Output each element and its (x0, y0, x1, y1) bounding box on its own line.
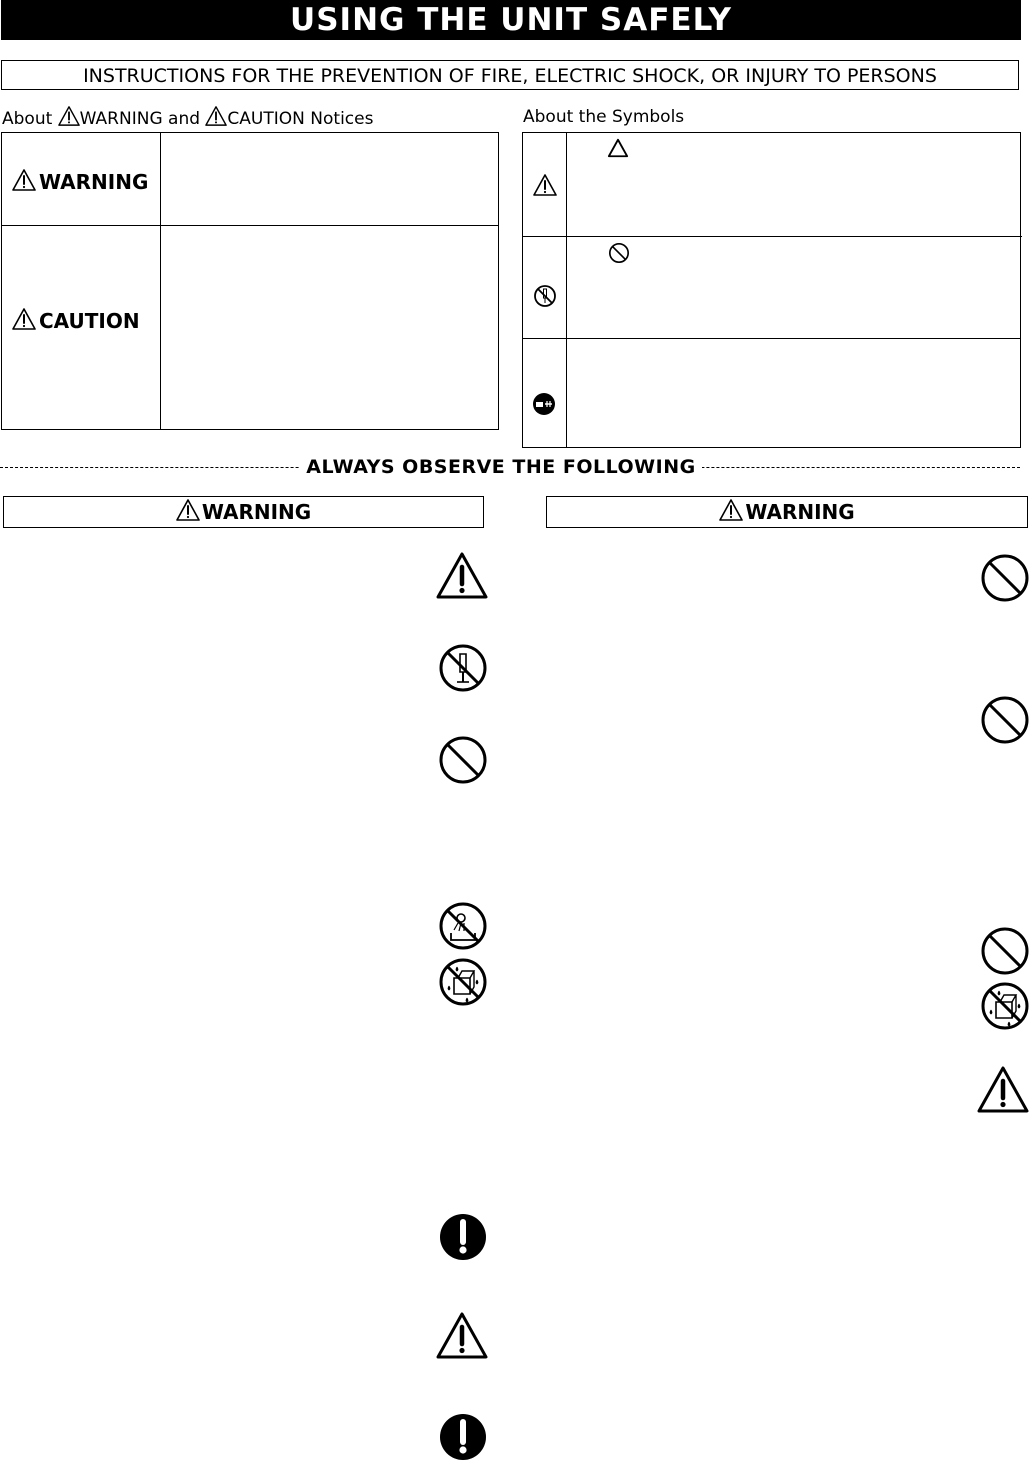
do-not-disassemble-icon (437, 642, 489, 694)
triangle-symbol-icon (607, 137, 629, 159)
symbols-section-label: About the Symbols (523, 107, 685, 127)
right-warning-header-text: WARNING (745, 500, 855, 524)
notices-table-row-divider (1, 225, 499, 226)
prohibited-icon (979, 694, 1031, 746)
no-liquid-icon (979, 980, 1031, 1032)
notices-notices-text: Notices (310, 109, 374, 129)
caution-notice-label (12, 307, 140, 333)
warning-triangle-icon (12, 168, 36, 192)
caution-triangle-icon (436, 1310, 488, 1362)
no-water-icon (437, 900, 489, 952)
unplug-icon (532, 392, 556, 416)
instructions-subtitle: INSTRUCTIONS FOR THE PREVENTION OF FIRE, ELECTRIC SHOCK, OR INJURY TO PERSONS (1, 60, 1019, 90)
caution-triangle-icon (977, 1064, 1029, 1116)
prohibited-icon (979, 925, 1031, 977)
notices-table-divider (160, 132, 161, 430)
warning-triangle-icon (719, 498, 743, 522)
notices-caution-text: CAUTION (227, 109, 305, 129)
notices-and-text: and (168, 109, 201, 129)
caution-notice-text: CAUTION (39, 309, 140, 333)
warning-notice-text: WARNING (39, 170, 149, 194)
right-warning-header (546, 496, 1028, 528)
warning-triangle-icon (176, 498, 200, 522)
caution-triangle-icon (436, 550, 488, 602)
always-observe-row (0, 454, 1020, 480)
always-observe-heading: ALWAYS OBSERVE THE FOLLOWING (300, 454, 702, 480)
notices-about-text: About (2, 109, 53, 129)
symbols-table-row-divider (522, 236, 1022, 237)
warning-triangle-icon (58, 105, 80, 127)
do-not-disassemble-icon (533, 284, 557, 308)
mandatory-icon (437, 1411, 489, 1463)
symbols-table-row-divider (522, 338, 1021, 339)
warning-notice-label (12, 168, 148, 194)
symbols-table (522, 132, 1021, 448)
left-warning-header-text: WARNING (201, 500, 312, 524)
caution-triangle-icon (12, 307, 36, 331)
prohibited-icon (979, 552, 1031, 604)
page-title: USING THE UNIT SAFELY (1, 0, 1021, 40)
no-liquid-icon (437, 956, 489, 1008)
notices-section-label (2, 105, 373, 129)
caution-triangle-icon (205, 105, 227, 127)
symbols-table-divider (566, 132, 567, 448)
mandatory-icon (437, 1211, 489, 1263)
notices-warning-text: WARNING (79, 109, 163, 129)
caution-triangle-icon (533, 173, 557, 197)
left-warning-header (3, 496, 484, 528)
prohibited-icon (437, 734, 489, 786)
prohibited-symbol-icon (608, 242, 630, 264)
